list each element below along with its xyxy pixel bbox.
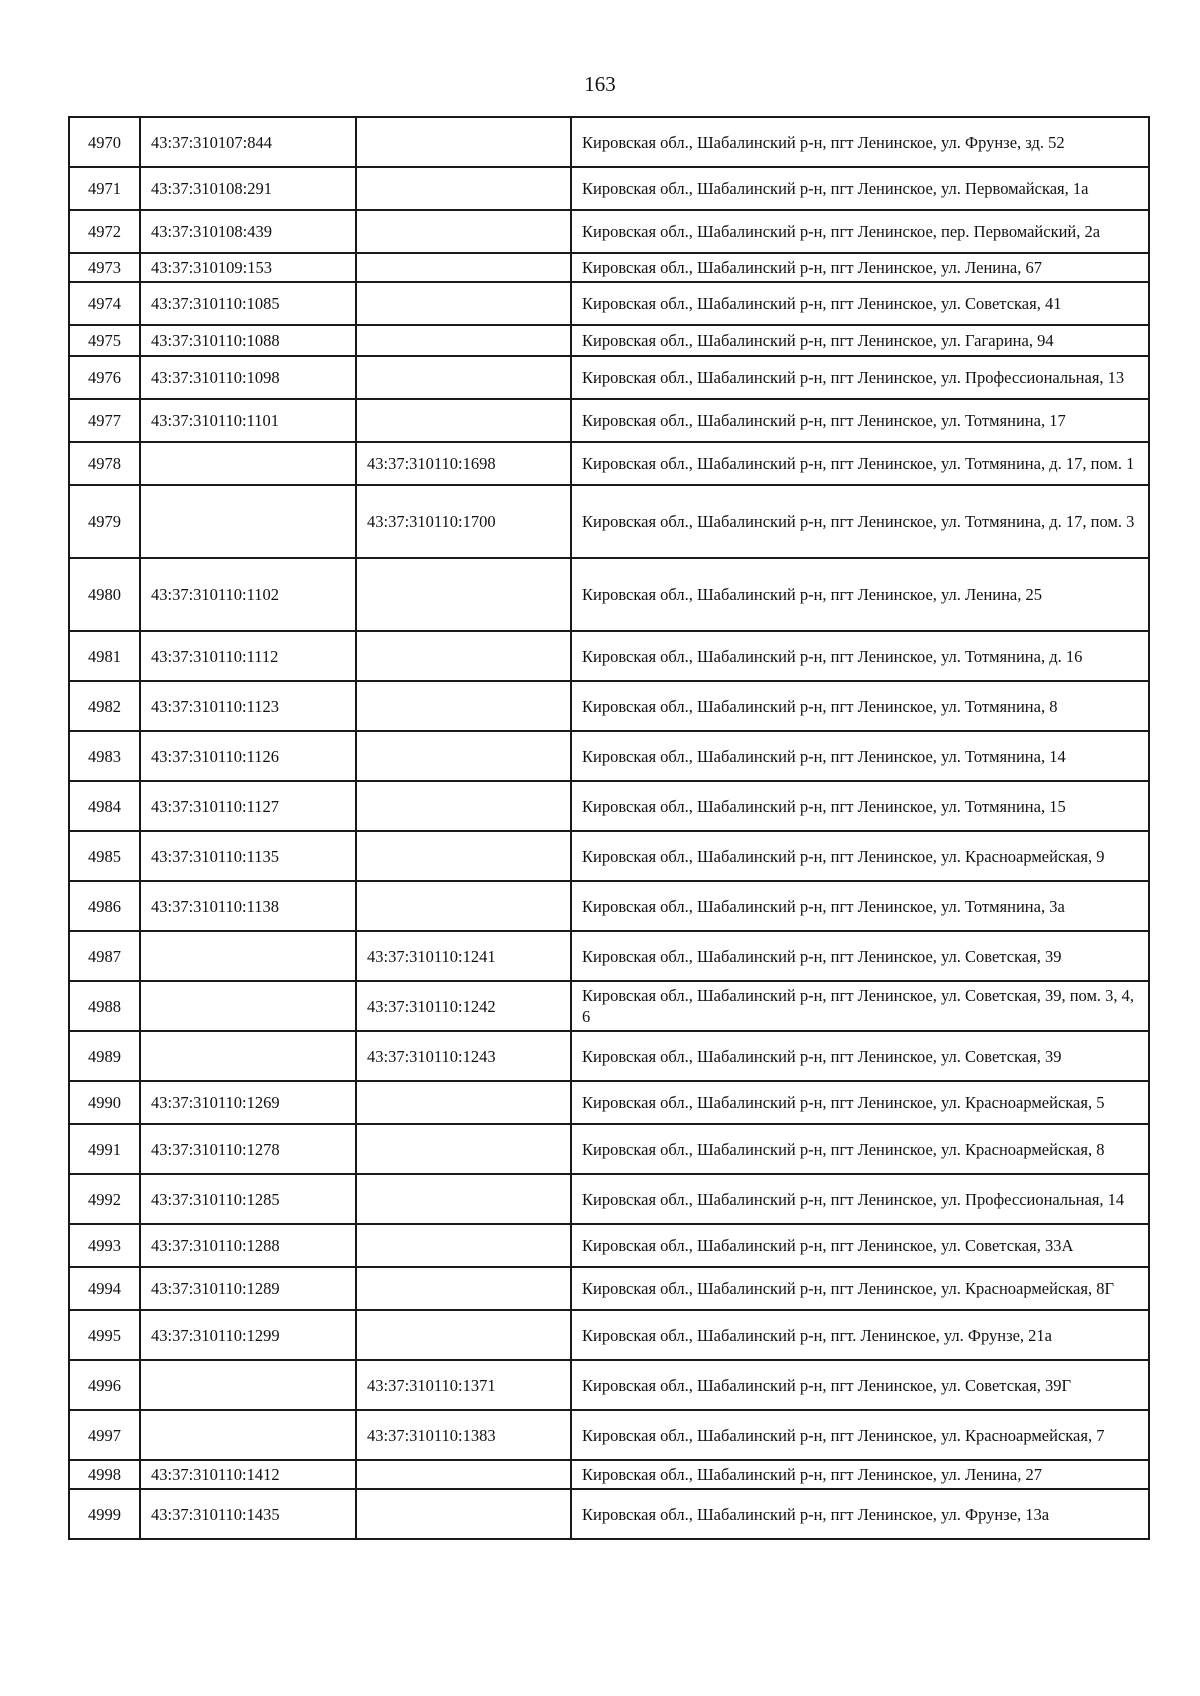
address-cell: Кировская обл., Шабалинский р-н, пгт Ленинское, ул. Советская, 39Г [571, 1360, 1149, 1410]
table-row [69, 325, 1149, 356]
address-cell: Кировская обл., Шабалинский р-н, пгт Ленинское, ул. Фрунзе, 13а [571, 1489, 1149, 1539]
object-cadastral-number-cell [356, 325, 571, 356]
table-row [69, 356, 1149, 399]
table-row [69, 1267, 1149, 1310]
address-cell: Кировская обл., Шабалинский р-н, пгт Ленинское, ул. Профессиональная, 13 [571, 356, 1149, 399]
land-cadastral-number-cell: 43:37:310110:1098 [140, 356, 356, 399]
row-number-cell: 4976 [69, 356, 140, 399]
address-cell: Кировская обл., Шабалинский р-н, пгт Ленинское, ул. Ленина, 67 [571, 253, 1149, 282]
land-cadastral-number-cell: 43:37:310109:153 [140, 253, 356, 282]
row-number-cell: 4981 [69, 631, 140, 681]
land-cadastral-number-cell [140, 931, 356, 981]
land-cadastral-number-cell: 43:37:310110:1085 [140, 282, 356, 325]
table-row [69, 253, 1149, 282]
address-cell: Кировская обл., Шабалинский р-н, пгт Ленинское, ул. Ленина, 25 [571, 558, 1149, 631]
address-cell: Кировская обл., Шабалинский р-н, пгт Ленинское, ул. Тотмянина, 8 [571, 681, 1149, 731]
row-number-cell: 4971 [69, 167, 140, 210]
object-cadastral-number-cell [356, 1174, 571, 1224]
land-cadastral-number-cell: 43:37:310110:1288 [140, 1224, 356, 1267]
land-cadastral-number-cell: 43:37:310110:1138 [140, 881, 356, 931]
address-cell: Кировская обл., Шабалинский р-н, пгт Ленинское, пер. Первомайский, 2а [571, 210, 1149, 253]
table-row [69, 558, 1149, 631]
row-number-cell: 4999 [69, 1489, 140, 1539]
address-cell: Кировская обл., Шабалинский р-н, пгт Ленинское, ул. Красноармейская, 8Г [571, 1267, 1149, 1310]
address-cell: Кировская обл., Шабалинский р-н, пгт Ленинское, ул. Фрунзе, зд. 52 [571, 117, 1149, 167]
address-cell: Кировская обл., Шабалинский р-н, пгт Ленинское, ул. Первомайская, 1а [571, 167, 1149, 210]
table-row [69, 781, 1149, 831]
address-cell: Кировская обл., Шабалинский р-н, пгт Ленинское, ул. Красноармейская, 8 [571, 1124, 1149, 1174]
address-cell: Кировская обл., Шабалинский р-н, пгт Ленинское, ул. Ленина, 27 [571, 1460, 1149, 1489]
land-cadastral-number-cell: 43:37:310108:291 [140, 167, 356, 210]
address-cell: Кировская обл., Шабалинский р-н, пгт Ленинское, ул. Тотмянина, 3а [571, 881, 1149, 931]
table-row [69, 442, 1149, 485]
land-cadastral-number-cell [140, 981, 356, 1031]
table-row [69, 681, 1149, 731]
address-cell: Кировская обл., Шабалинский р-н, пгт Ленинское, ул. Советская, 39 [571, 931, 1149, 981]
row-number-cell: 4994 [69, 1267, 140, 1310]
row-number-cell: 4984 [69, 781, 140, 831]
table-row [69, 167, 1149, 210]
row-number-cell: 4982 [69, 681, 140, 731]
table-row [69, 1410, 1149, 1460]
land-cadastral-number-cell [140, 442, 356, 485]
table-row [69, 1031, 1149, 1081]
land-cadastral-number-cell: 43:37:310110:1269 [140, 1081, 356, 1124]
address-cell: Кировская обл., Шабалинский р-н, пгт Ленинское, ул. Советская, 39, пом. 3, 4, 6 [571, 981, 1149, 1031]
object-cadastral-number-cell: 43:37:310110:1700 [356, 485, 571, 558]
row-number-cell: 4991 [69, 1124, 140, 1174]
land-cadastral-number-cell: 43:37:310110:1278 [140, 1124, 356, 1174]
address-cell: Кировская обл., Шабалинский р-н, пгт. Ленинское, ул. Фрунзе, 21а [571, 1310, 1149, 1360]
land-cadastral-number-cell [140, 1410, 356, 1460]
row-number-cell: 4993 [69, 1224, 140, 1267]
table-row [69, 631, 1149, 681]
object-cadastral-number-cell [356, 253, 571, 282]
row-number-cell: 4975 [69, 325, 140, 356]
object-cadastral-number-cell [356, 881, 571, 931]
row-number-cell: 4997 [69, 1410, 140, 1460]
row-number-cell: 4979 [69, 485, 140, 558]
row-number-cell: 4989 [69, 1031, 140, 1081]
land-cadastral-number-cell [140, 1360, 356, 1410]
land-cadastral-number-cell [140, 1031, 356, 1081]
object-cadastral-number-cell: 43:37:310110:1241 [356, 931, 571, 981]
land-cadastral-number-cell [140, 485, 356, 558]
object-cadastral-number-cell [356, 781, 571, 831]
object-cadastral-number-cell [356, 1489, 571, 1539]
row-number-cell: 4973 [69, 253, 140, 282]
table-row [69, 731, 1149, 781]
row-number-cell: 4983 [69, 731, 140, 781]
object-cadastral-number-cell [356, 399, 571, 442]
object-cadastral-number-cell [356, 558, 571, 631]
address-cell: Кировская обл., Шабалинский р-н, пгт Ленинское, ул. Тотмянина, д. 17, пом. 1 [571, 442, 1149, 485]
address-cell: Кировская обл., Шабалинский р-н, пгт Ленинское, ул. Тотмянина, 17 [571, 399, 1149, 442]
object-cadastral-number-cell: 43:37:310110:1243 [356, 1031, 571, 1081]
land-cadastral-number-cell: 43:37:310110:1126 [140, 731, 356, 781]
land-cadastral-number-cell: 43:37:310110:1127 [140, 781, 356, 831]
object-cadastral-number-cell [356, 1081, 571, 1124]
table-row [69, 1174, 1149, 1224]
object-cadastral-number-cell [356, 1267, 571, 1310]
table-row [69, 831, 1149, 881]
object-cadastral-number-cell: 43:37:310110:1698 [356, 442, 571, 485]
table-row [69, 1081, 1149, 1124]
land-cadastral-number-cell: 43:37:310107:844 [140, 117, 356, 167]
object-cadastral-number-cell [356, 681, 571, 731]
table-row [69, 1360, 1149, 1410]
address-cell: Кировская обл., Шабалинский р-н, пгт Ленинское, ул. Красноармейская, 7 [571, 1410, 1149, 1460]
row-number-cell: 4988 [69, 981, 140, 1031]
object-cadastral-number-cell [356, 210, 571, 253]
table-row [69, 1224, 1149, 1267]
row-number-cell: 4985 [69, 831, 140, 881]
table-row [69, 210, 1149, 253]
table-row [69, 1489, 1149, 1539]
address-cell: Кировская обл., Шабалинский р-н, пгт Ленинское, ул. Тотмянина, 14 [571, 731, 1149, 781]
address-cell: Кировская обл., Шабалинский р-н, пгт Ленинское, ул. Тотмянина, д. 17, пом. 3 [571, 485, 1149, 558]
land-cadastral-number-cell: 43:37:310110:1101 [140, 399, 356, 442]
row-number-cell: 4986 [69, 881, 140, 931]
object-cadastral-number-cell: 43:37:310110:1242 [356, 981, 571, 1031]
land-cadastral-number-cell: 43:37:310110:1299 [140, 1310, 356, 1360]
row-number-cell: 4995 [69, 1310, 140, 1360]
object-cadastral-number-cell: 43:37:310110:1371 [356, 1360, 571, 1410]
object-cadastral-number-cell [356, 1460, 571, 1489]
row-number-cell: 4980 [69, 558, 140, 631]
object-cadastral-number-cell: 43:37:310110:1383 [356, 1410, 571, 1460]
table-row [69, 981, 1149, 1031]
row-number-cell: 4992 [69, 1174, 140, 1224]
table-row [69, 1310, 1149, 1360]
land-cadastral-number-cell: 43:37:310110:1123 [140, 681, 356, 731]
page-number: 163 [584, 72, 616, 96]
table-row [69, 931, 1149, 981]
table-row [69, 1460, 1149, 1489]
row-number-cell: 4972 [69, 210, 140, 253]
object-cadastral-number-cell [356, 831, 571, 881]
address-cell: Кировская обл., Шабалинский р-н, пгт Ленинское, ул. Гагарина, 94 [571, 325, 1149, 356]
land-cadastral-number-cell: 43:37:310110:1289 [140, 1267, 356, 1310]
address-cell: Кировская обл., Шабалинский р-н, пгт Ленинское, ул. Советская, 39 [571, 1031, 1149, 1081]
address-cell: Кировская обл., Шабалинский р-н, пгт Ленинское, ул. Советская, 33А [571, 1224, 1149, 1267]
row-number-cell: 4977 [69, 399, 140, 442]
object-cadastral-number-cell [356, 167, 571, 210]
object-cadastral-number-cell [356, 1124, 571, 1174]
land-cadastral-number-cell: 43:37:310110:1412 [140, 1460, 356, 1489]
land-cadastral-number-cell: 43:37:310110:1285 [140, 1174, 356, 1224]
object-cadastral-number-cell [356, 356, 571, 399]
address-cell: Кировская обл., Шабалинский р-н, пгт Ленинское, ул. Тотмянина, д. 16 [571, 631, 1149, 681]
object-cadastral-number-cell [356, 631, 571, 681]
registry-table-body [69, 117, 1149, 1539]
land-cadastral-number-cell: 43:37:310108:439 [140, 210, 356, 253]
address-cell: Кировская обл., Шабалинский р-н, пгт Ленинское, ул. Красноармейская, 5 [571, 1081, 1149, 1124]
address-cell: Кировская обл., Шабалинский р-н, пгт Ленинское, ул. Советская, 41 [571, 282, 1149, 325]
row-number-cell: 4974 [69, 282, 140, 325]
land-cadastral-number-cell: 43:37:310110:1102 [140, 558, 356, 631]
table-row [69, 282, 1149, 325]
table-row [69, 1124, 1149, 1174]
row-number-cell: 4970 [69, 117, 140, 167]
row-number-cell: 4998 [69, 1460, 140, 1489]
row-number-cell: 4990 [69, 1081, 140, 1124]
row-number-cell: 4978 [69, 442, 140, 485]
table-row [69, 881, 1149, 931]
registry-table [68, 116, 1150, 1540]
object-cadastral-number-cell [356, 282, 571, 325]
table-row [69, 399, 1149, 442]
object-cadastral-number-cell [356, 731, 571, 781]
land-cadastral-number-cell: 43:37:310110:1088 [140, 325, 356, 356]
address-cell: Кировская обл., Шабалинский р-н, пгт Ленинское, ул. Профессиональная, 14 [571, 1174, 1149, 1224]
table-row [69, 485, 1149, 558]
address-cell: Кировская обл., Шабалинский р-н, пгт Ленинское, ул. Тотмянина, 15 [571, 781, 1149, 831]
address-cell: Кировская обл., Шабалинский р-н, пгт Ленинское, ул. Красноармейская, 9 [571, 831, 1149, 881]
row-number-cell: 4996 [69, 1360, 140, 1410]
object-cadastral-number-cell [356, 1224, 571, 1267]
land-cadastral-number-cell: 43:37:310110:1135 [140, 831, 356, 881]
row-number-cell: 4987 [69, 931, 140, 981]
object-cadastral-number-cell [356, 1310, 571, 1360]
object-cadastral-number-cell [356, 117, 571, 167]
land-cadastral-number-cell: 43:37:310110:1435 [140, 1489, 356, 1539]
table-row [69, 117, 1149, 167]
land-cadastral-number-cell: 43:37:310110:1112 [140, 631, 356, 681]
